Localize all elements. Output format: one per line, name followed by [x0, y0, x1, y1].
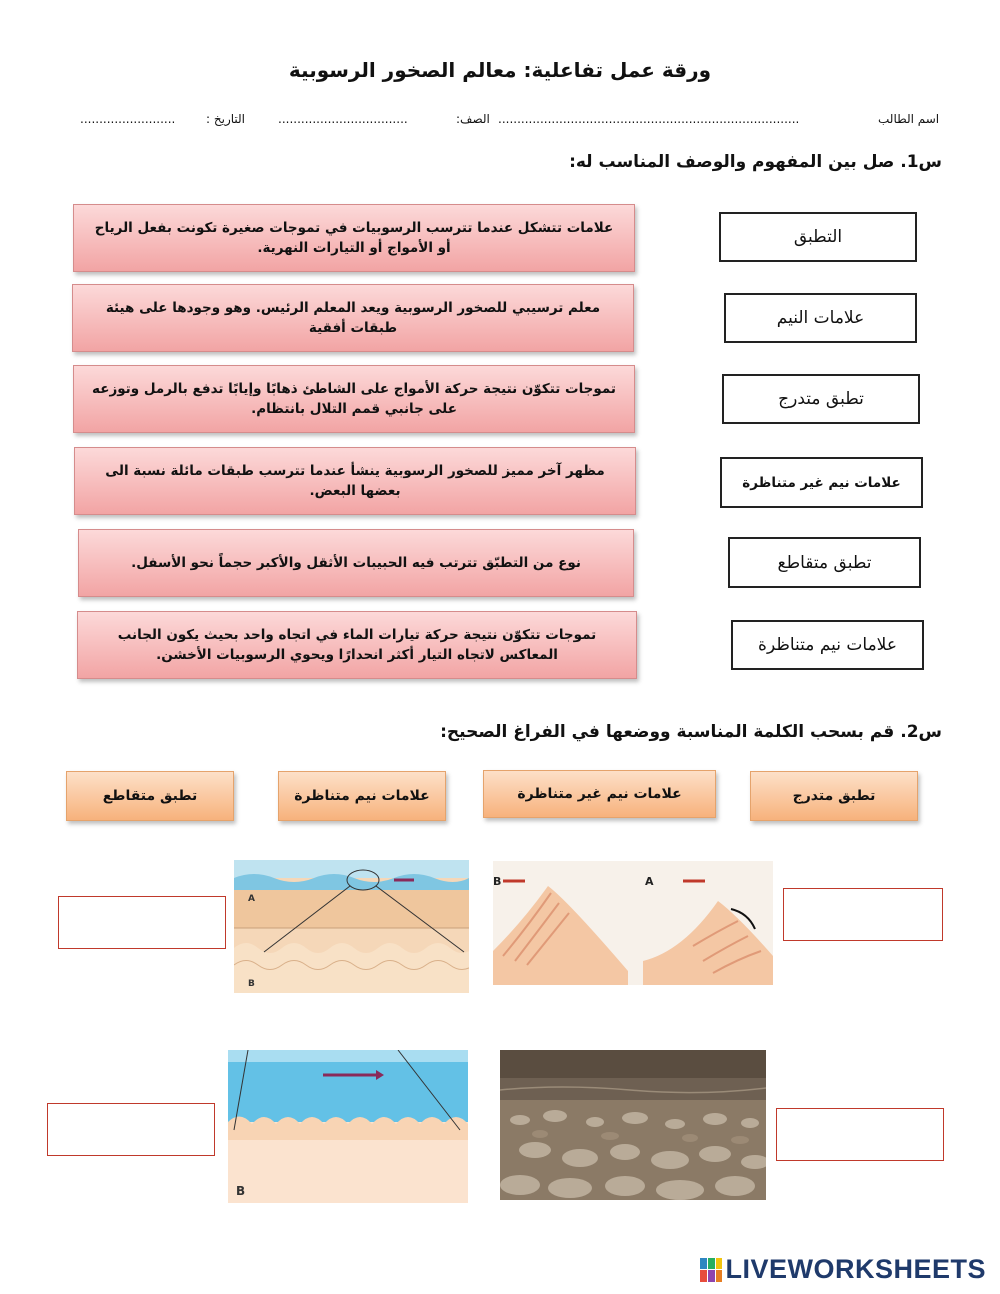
- label-b: B: [248, 979, 255, 989]
- brand-name: LIVEWORKSHEETS: [725, 1254, 986, 1284]
- description-card[interactable]: علامات تتشكل عندما تترسب الرسوبيات في تموجات صغيرة تكونت بفعل الرياح أو الأمواج أو التيارات النهرية.: [73, 204, 635, 272]
- cross-bedding-image: [493, 861, 773, 985]
- label-b: B: [493, 875, 502, 888]
- student-name-field[interactable]: ...............................................................................: [498, 112, 800, 126]
- draggable-word[interactable]: علامات نيم متناظرة: [278, 771, 446, 821]
- logo-icon: [700, 1258, 722, 1282]
- liveworksheets-logo: [700, 1254, 986, 1285]
- symmetric-ripple-image: [234, 860, 469, 993]
- term-box[interactable]: علامات نيم غير متناظرة: [720, 457, 923, 508]
- term-box[interactable]: تطبق متقاطع: [728, 537, 921, 588]
- description-card[interactable]: مظهر آخر مميز للصخور الرسوبية ينشأ عندما تترسب طبقات مائلة نسبة الى بعضها البعض.: [74, 447, 636, 515]
- draggable-word[interactable]: تطبق متدرج: [750, 771, 918, 821]
- page-title: ورقة عمل تفاعلية: معالم الصخور الرسوبية: [288, 58, 712, 82]
- drop-target[interactable]: [776, 1108, 944, 1161]
- drop-target[interactable]: [58, 896, 226, 949]
- graded-bedding-photo: [500, 1050, 766, 1200]
- label-a: A: [645, 875, 654, 888]
- drop-target[interactable]: [47, 1103, 215, 1156]
- label-b: B: [236, 1184, 246, 1198]
- draggable-word[interactable]: تطبق متقاطع: [66, 771, 234, 821]
- question-2-label: س2. قم بسحب الكلمة المناسبة ووضعها في الفراغ الصحيح:: [440, 722, 942, 742]
- term-box[interactable]: علامات نيم متناظرة: [731, 620, 924, 670]
- description-card[interactable]: معلم ترسيبي للصخور الرسوبية ويعد المعلم الرئيس. وهو وجودها على هيئة طبقات أفقية: [72, 284, 634, 352]
- date-label: التاريخ :: [206, 112, 246, 126]
- term-box[interactable]: التطبق: [719, 212, 917, 262]
- description-card[interactable]: تموجات تتكوّن نتيجة حركة الأمواج على الشاطئ ذهابًا وإيابًا تدفع بالرمل وتوزعه على جانبي قمم التلال بانتظام.: [73, 365, 635, 433]
- drop-target[interactable]: [783, 888, 943, 941]
- term-box[interactable]: علامات النيم: [724, 293, 917, 343]
- label-a: A: [248, 894, 255, 904]
- term-box[interactable]: تطبق متدرج: [722, 374, 920, 424]
- question-1-label: س1. صل بين المفهوم والوصف المناسب له:: [569, 152, 942, 172]
- draggable-word[interactable]: علامات نيم غير متناظرة: [483, 770, 716, 818]
- student-name-label: اسم الطالب: [878, 112, 940, 126]
- description-card[interactable]: تموجات تتكوّن نتيجة حركة تيارات الماء في اتجاه واحد بحيث يكون الجانب المعاكس لاتجاه التيار أكثر انحدارًا ويحوي الرسوبيات الأخشن.: [77, 611, 637, 679]
- class-label: الصف:: [456, 112, 490, 126]
- asymmetric-ripple-image: [228, 1050, 468, 1203]
- class-field[interactable]: ..................................: [278, 112, 408, 126]
- description-card[interactable]: نوع من التطبّق تترتب فيه الحبيبات الأثقل والأكبر حجماً نحو الأسفل.: [78, 529, 634, 597]
- date-field[interactable]: .........................: [80, 112, 176, 126]
